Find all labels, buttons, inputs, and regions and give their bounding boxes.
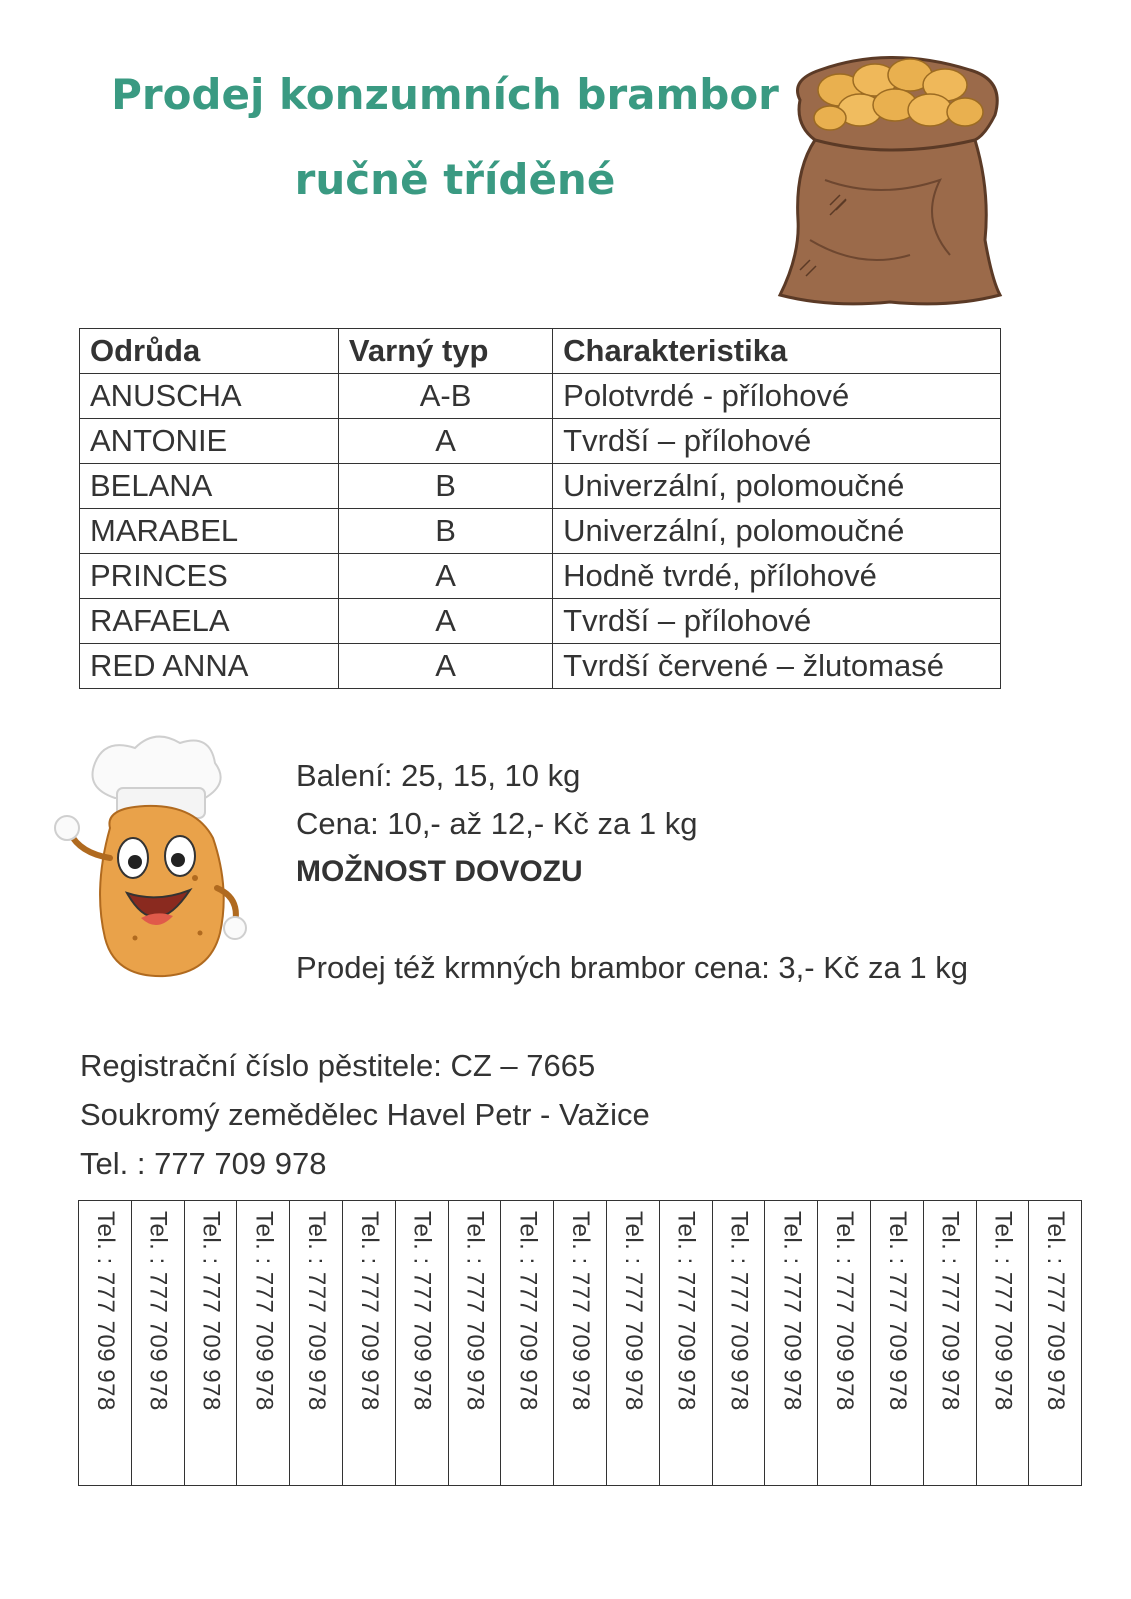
tear-off-phone: Tel. : 777 709 978: [197, 1211, 225, 1411]
farmer-name: Soukromý zemědělec Havel Petr - Važice: [80, 1097, 650, 1132]
variety-cell: PRINCES: [80, 554, 339, 599]
characteristics-cell: Hodně tvrdé, přílohové: [553, 554, 1001, 599]
variety-cell: ANUSCHA: [80, 374, 339, 419]
variety-cell: RAFAELA: [80, 599, 339, 644]
tear-off-tab[interactable]: [237, 1201, 290, 1485]
tear-off-phone: Tel. : 777 709 978: [144, 1211, 172, 1411]
title-line-2: ručně tříděné: [294, 155, 616, 204]
tear-off-tab[interactable]: [765, 1201, 818, 1485]
characteristics-cell: Tvrdší – přílohové: [553, 419, 1001, 464]
cooking-type-cell: A: [338, 419, 552, 464]
tear-off-phone: Tel. : 777 709 978: [408, 1211, 436, 1411]
variety-cell: BELANA: [80, 464, 339, 509]
tear-off-tab[interactable]: [1029, 1201, 1081, 1485]
characteristics-cell: Tvrdší červené – žlutomasé: [553, 644, 1001, 689]
table-header-row: [80, 329, 1001, 374]
table-row: [80, 509, 1001, 554]
table-row: [80, 554, 1001, 599]
column-header-characteristics: Charakteristika: [553, 329, 1001, 374]
cooking-type-cell: A: [338, 554, 552, 599]
table-row: [80, 419, 1001, 464]
tear-off-strip: [78, 1200, 1082, 1486]
characteristics-cell: Univerzální, polomoučné: [553, 509, 1001, 554]
tear-off-phone: Tel. : 777 709 978: [831, 1211, 859, 1411]
tear-off-tab[interactable]: [554, 1201, 607, 1485]
varieties-table: [79, 328, 1001, 689]
tear-off-phone: Tel. : 777 709 978: [303, 1211, 331, 1411]
cooking-type-cell: B: [338, 464, 552, 509]
tear-off-phone: Tel. : 777 709 978: [91, 1211, 119, 1411]
column-header-cooking-type: Varný typ: [338, 329, 552, 374]
tear-off-tab[interactable]: [396, 1201, 449, 1485]
tear-off-tab[interactable]: [501, 1201, 554, 1485]
cooking-type-cell: A-B: [338, 374, 552, 419]
tear-off-tab[interactable]: [132, 1201, 185, 1485]
tear-off-tab[interactable]: [660, 1201, 713, 1485]
tear-off-phone: Tel. : 777 709 978: [1042, 1211, 1070, 1411]
cooking-type-cell: B: [338, 509, 552, 554]
price-info: Cena: 10,- až 12,- Kč za 1 kg: [296, 806, 698, 841]
column-header-variety: Odrůda: [80, 329, 339, 374]
variety-cell: RED ANNA: [80, 644, 339, 689]
table-row: [80, 644, 1001, 689]
tear-off-tab[interactable]: [818, 1201, 871, 1485]
tear-off-phone: Tel. : 777 709 978: [883, 1211, 911, 1411]
tear-off-tab[interactable]: [343, 1201, 396, 1485]
tear-off-phone: Tel. : 777 709 978: [514, 1211, 542, 1411]
variety-cell: ANTONIE: [80, 419, 339, 464]
tear-off-tab[interactable]: [290, 1201, 343, 1485]
tear-off-tab[interactable]: [449, 1201, 502, 1485]
delivery-notice: MOŽNOST DOVOZU: [296, 855, 583, 888]
tear-off-phone: Tel. : 777 709 978: [250, 1211, 278, 1411]
tear-off-tab[interactable]: [713, 1201, 766, 1485]
characteristics-cell: Univerzální, polomoučné: [553, 464, 1001, 509]
tear-off-phone: Tel. : 777 709 978: [567, 1211, 595, 1411]
tear-off-tab[interactable]: [871, 1201, 924, 1485]
cooking-type-cell: A: [338, 644, 552, 689]
cooking-type-cell: A: [338, 599, 552, 644]
registration-number: Registrační číslo pěstitele: CZ – 7665: [80, 1048, 596, 1083]
title-line-1: Prodej konzumních brambor: [111, 70, 779, 119]
tear-off-phone: Tel. : 777 709 978: [778, 1211, 806, 1411]
tear-off-tab[interactable]: [607, 1201, 660, 1485]
tear-off-tab[interactable]: [977, 1201, 1030, 1485]
characteristics-cell: Tvrdší – přílohové: [553, 599, 1001, 644]
potato-chef-mascot-icon: [45, 728, 255, 998]
potato-sack-icon: [770, 40, 1020, 310]
table-row: [80, 464, 1001, 509]
tear-off-phone: Tel. : 777 709 978: [936, 1211, 964, 1411]
variety-cell: MARABEL: [80, 509, 339, 554]
tear-off-phone: Tel. : 777 709 978: [672, 1211, 700, 1411]
tear-off-phone: Tel. : 777 709 978: [725, 1211, 753, 1411]
table-row: [80, 374, 1001, 419]
tear-off-phone: Tel. : 777 709 978: [355, 1211, 383, 1411]
phone-number: Tel. : 777 709 978: [80, 1146, 327, 1181]
tear-off-tab[interactable]: [924, 1201, 977, 1485]
table-row: [80, 599, 1001, 644]
packaging-info: Balení: 25, 15, 10 kg: [296, 758, 581, 793]
tear-off-phone: Tel. : 777 709 978: [619, 1211, 647, 1411]
tear-off-tab[interactable]: [185, 1201, 238, 1485]
tear-off-tab[interactable]: [79, 1201, 132, 1485]
tear-off-phone: Tel. : 777 709 978: [461, 1211, 489, 1411]
tear-off-phone: Tel. : 777 709 978: [989, 1211, 1017, 1411]
feed-potatoes-info: Prodej též krmných brambor cena: 3,- Kč za 1 kg: [296, 950, 968, 985]
characteristics-cell: Polotvrdé - přílohové: [553, 374, 1001, 419]
